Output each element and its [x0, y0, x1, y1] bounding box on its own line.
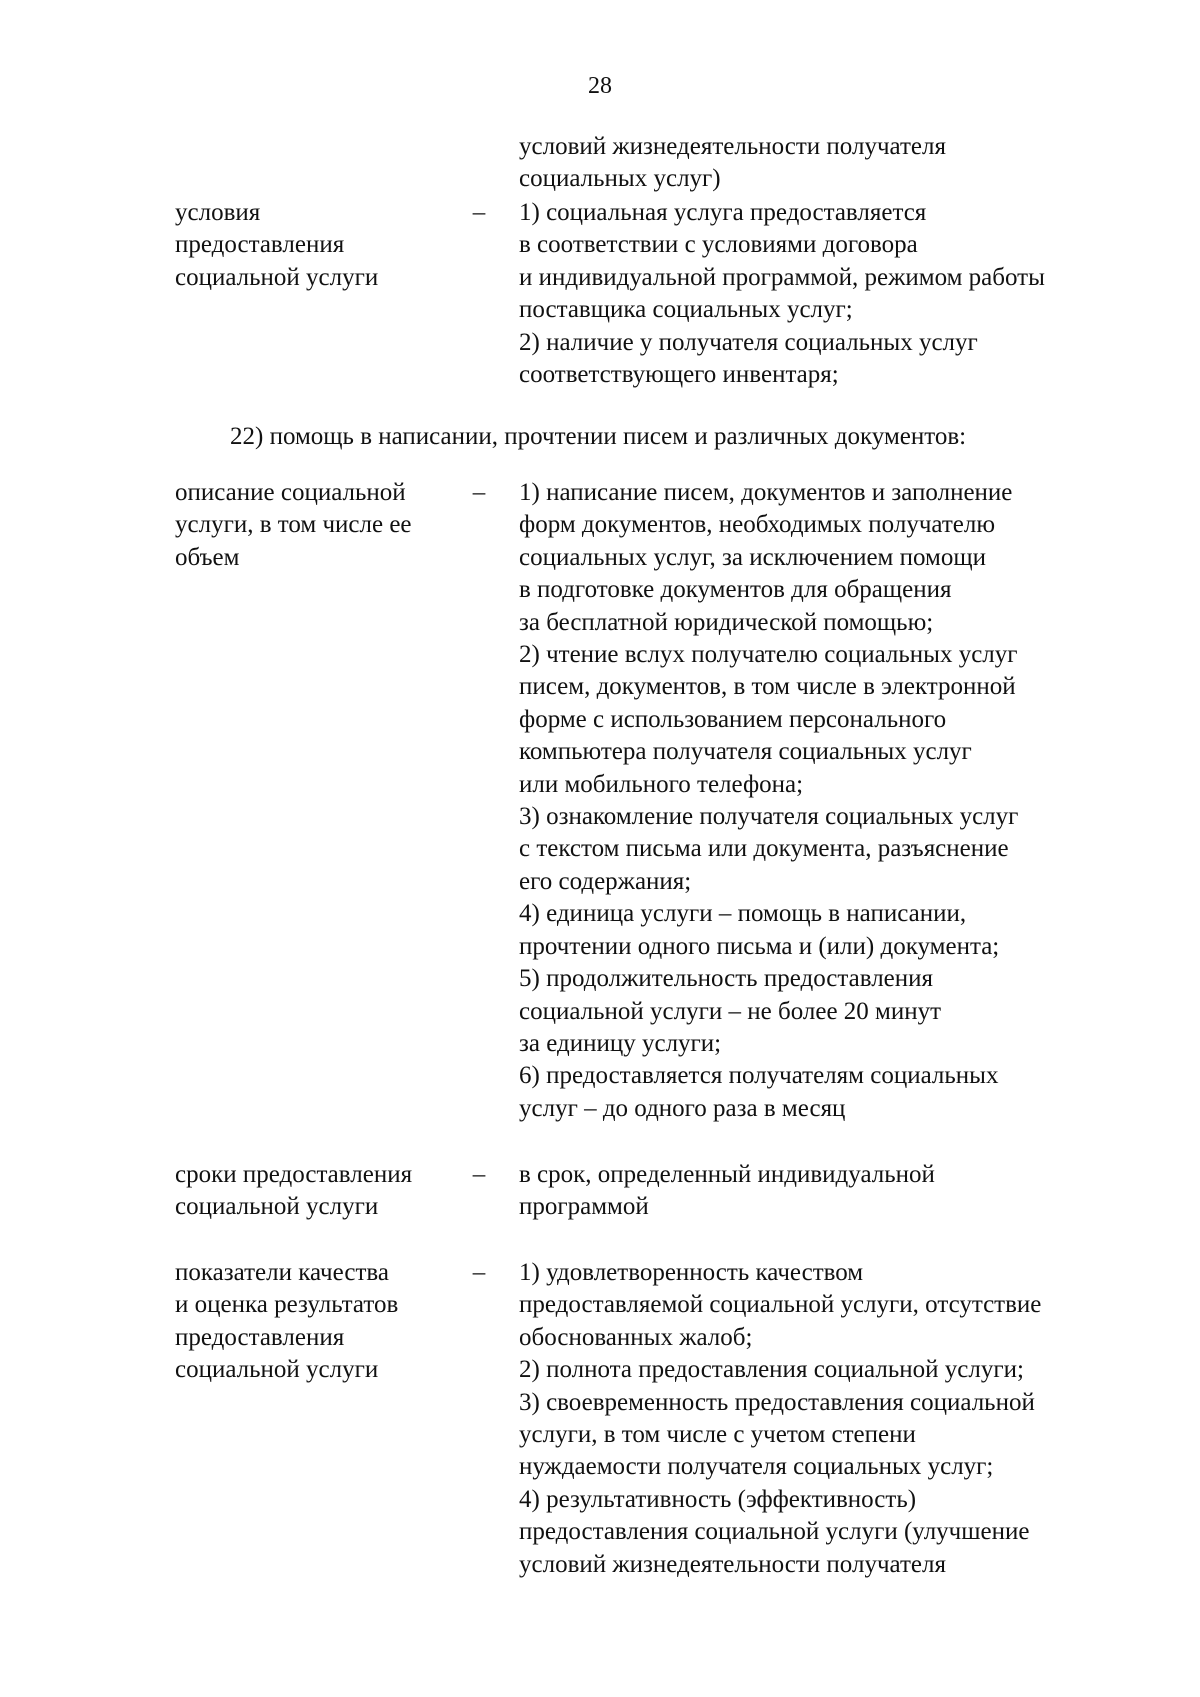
entry-label: показатели качества и оценка результатов предоставления социальной услуги [175, 1259, 399, 1384]
entry-dash: – [472, 1161, 486, 1188]
entry-text: 1) написание писем, документов и заполнение форм документов, необходимых получателю социальных услуг, за исключением помощи в подготовке документов для обращения за бесплатной юридической помощью; 2) чтение вслух получателю социальных услуг писем, документов, в том числе в электронной форме с использованием персонального компьютера получателя социальных услуг или мобильного телефона; 3) ознакомление получателя социальных услуг с текстом письма или документа, разъяснение его содержания; 4) единица услуги – помощь в написании, прочтении одного письма и (или) документа; 5) продолжительность предоставления социальной услуги – не более 20 минут за единицу услуги; 6) предоставляется получателям социальных услуг – до одного раза в месяц [519, 479, 1019, 1122]
page-number: 28 [588, 73, 612, 99]
entry-label: описание социальной услуги, в том числе ее объем [175, 479, 412, 571]
entry-text: 1) удовлетворенность качеством предоставляемой социальной услуги, отсутствие обоснованных жалоб; 2) полнота предоставления социальной услуги; 3) своевременность предоставления социальной услуги, в том числе с учетом степени нуждаемости получателя социальных услуг; 4) результативность (эффективность) предоставления социальной услуги (улучшение условий жизнедеятельности получателя [519, 1259, 1042, 1578]
entry-dash: – [472, 199, 486, 226]
entry-text: 1) социальная услуга предоставляется в соответствии с условиями договора и индивидуальной программой, режимом работы поставщика социальных услуг; 2) наличие у получателя социальных услуг соответствующего инвентаря; [519, 199, 1045, 389]
entry-text: в срок, определенный индивидуальной программой [519, 1161, 935, 1221]
entry-label: условия предоставления социальной услуги [175, 199, 379, 291]
continuation-text: условий жизнедеятельности получателя социальных услуг) [519, 133, 946, 193]
entry-dash: – [472, 1259, 486, 1286]
section-heading: 22) помощь в написании, прочтении писем и различных документов: [230, 423, 967, 450]
entry-label: сроки предоставления социальной услуги [175, 1161, 413, 1221]
entry-dash: – [472, 479, 486, 506]
